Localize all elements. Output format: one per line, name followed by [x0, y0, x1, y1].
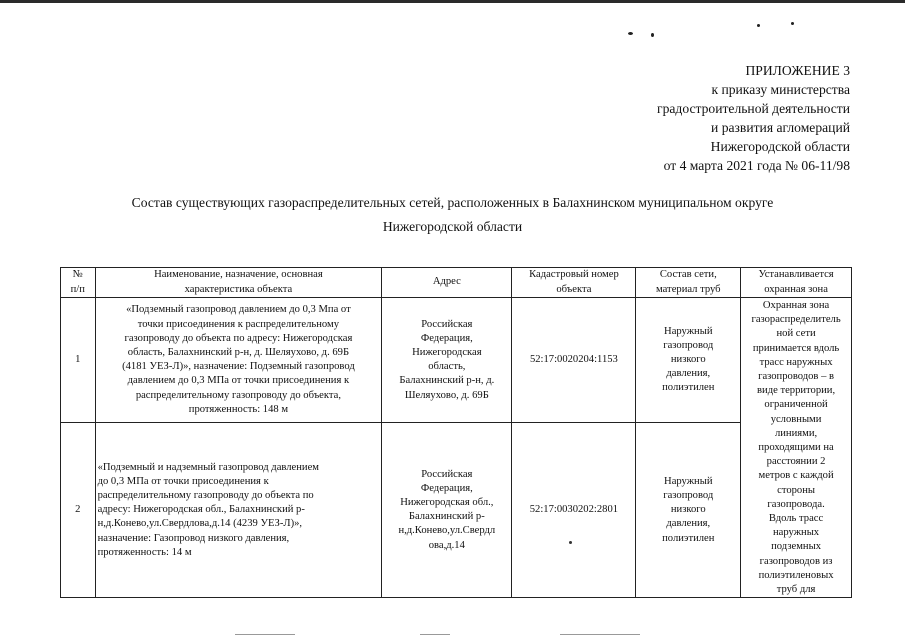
protection-zone-cell: Охранная зона газораспределитель ной сети принимается вдоль трасс наружных газопроводов – в виде территории, ограниченной условными линиями, проходящими на расстоянии 2 метров с каждой стороны газопровода. Вдоль трасс наружных подземных газопроводов из полиэтиленовых труб для — [741, 298, 852, 598]
header-address: Адрес — [382, 268, 512, 298]
appendix-header — [657, 61, 850, 175]
scan-bottom-mark — [235, 634, 295, 635]
appendix-line: и развития агломераций — [711, 120, 850, 135]
header-zone: Устанавливается охранная зона — [741, 268, 852, 298]
appendix-line: градостроительной деятельности — [657, 101, 850, 116]
scan-speck — [569, 541, 572, 544]
scan-bottom-mark — [560, 634, 640, 635]
appendix-line: от 4 марта 2021 года № 06-11/98 — [663, 158, 850, 173]
gas-network-table — [60, 267, 852, 598]
row-composition: Наружный газопровод низкого давления, полиэтилен — [636, 298, 741, 423]
header-cadastral: Кадастровый номер объекта — [512, 268, 636, 298]
appendix-line: ПРИЛОЖЕНИЕ 3 — [745, 63, 850, 78]
scan-speck — [791, 22, 794, 25]
scan-speck — [628, 32, 633, 35]
table-row — [61, 423, 852, 598]
scan-bottom-mark — [420, 634, 450, 635]
row-composition: Наружный газопровод низкого давления, полиэтилен — [636, 423, 741, 598]
document-title-line1: Состав существующих газораспределительных сетей, расположенных в Балахнинском муниципальном округе — [131, 195, 774, 210]
appendix-line: к приказу министерства — [711, 82, 850, 97]
scan-speck — [651, 33, 654, 37]
row-cadastral: 52:17:0030202:2801 — [512, 423, 636, 598]
row-address: Российская Федерация, Нижегородская обл., Балахнинский р- н,д.Конево,ул.Свердл ова,д.14 — [382, 423, 512, 598]
header-composition: Состав сети, материал труб — [636, 268, 741, 298]
header-name: Наименование, назначение, основная характеристика объекта — [95, 268, 382, 298]
row-name: «Подземный и надземный газопровод давлением до 0,3 МПа от точки присоединения к распределительному газопроводу до объекта по адресу: Нижегородская обл., Балахнинский р- н,д.Конево,ул.Свердлова,д.14 (4239 УЕЗ-Л)», назначение: Газопровод низкого давления, протяженность: 14 м — [95, 423, 382, 598]
row-num: 1 — [61, 298, 96, 423]
row-num: 2 — [61, 423, 96, 598]
scan-top-edge — [0, 0, 905, 3]
document-title-line2: Нижегородской области — [382, 219, 523, 234]
table-row — [61, 298, 852, 423]
row-cadastral: 52:17:0020204:1153 — [512, 298, 636, 423]
table-header-row — [61, 268, 852, 298]
row-address: Российская Федерация, Нижегородская область, Балахнинский р-н, д. Шеляухово, д. 69Б — [382, 298, 512, 423]
scan-speck — [757, 24, 760, 27]
appendix-line: Нижегородской области — [710, 139, 850, 154]
row-name: «Подземный газопровод давлением до 0,3 Мпа от точки присоединения к распределительному газопроводу до объекта по адресу: Нижегородская область, Балахнинский р-н, д. Шеляухово, д. 69Б (4181 УЕЗ-Л)», назначение: Подземный газопровод давлением до 0,3 МПа от точки присоединения к распределительному газопроводу до объекта, протяженность: 148 м — [95, 298, 382, 423]
header-num: № п/п — [61, 268, 96, 298]
